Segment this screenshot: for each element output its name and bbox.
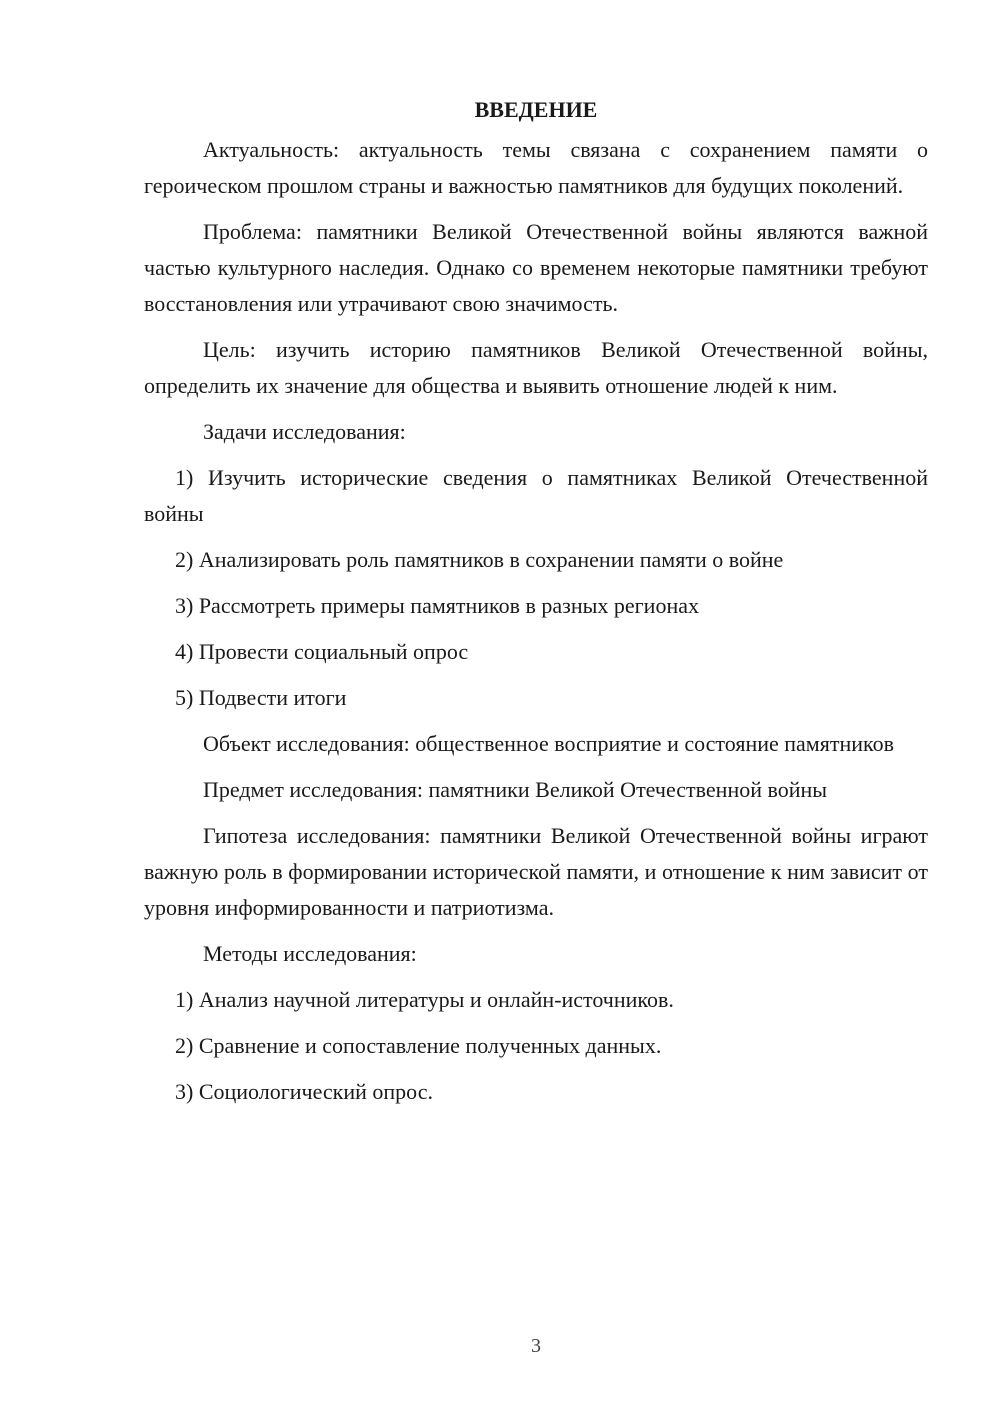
tasks-title: Задачи исследования: xyxy=(203,419,406,444)
section-heading: ВВЕДЕНИЕ xyxy=(474,97,598,122)
hypothesis-paragraph: Гипотеза исследования: памятники Великой Отечественной войны играют важную роль в формировании исторической памяти, и отношение к ним зависит от уровня информированности и патриотизма. xyxy=(144,823,928,920)
task-item-5: 5) Подвести итоги xyxy=(175,685,347,710)
method-item-3: 3) Социологический опрос. xyxy=(175,1079,433,1104)
task-item-2: 2) Анализировать роль памятников в сохранении памяти о войне xyxy=(175,547,784,572)
task-item-3: 3) Рассмотреть примеры памятников в разных регионах xyxy=(175,593,699,618)
object-paragraph: Объект исследования: общественное восприятие и состояние памятников xyxy=(203,731,894,756)
subject-paragraph: Предмет исследования: памятники Великой Отечественной войны xyxy=(203,777,828,802)
task-item-4: 4) Провести социальный опрос xyxy=(175,639,469,664)
page-content xyxy=(144,92,928,1120)
methods-title: Методы исследования: xyxy=(203,941,417,966)
relevance-paragraph: Актуальность: актуальность темы связана с сохранением памяти о героическом прошлом страны и важностью памятников для будущих поколений. xyxy=(144,137,928,198)
task-item-1: 1) Изучить исторические сведения о памятниках Великой Отечественной войны xyxy=(144,465,928,526)
method-item-1: 1) Анализ научной литературы и онлайн-источников. xyxy=(175,987,674,1012)
method-item-2: 2) Сравнение и сопоставление полученных данных. xyxy=(175,1033,662,1058)
problem-paragraph: Проблема: памятники Великой Отечественной войны являются важной частью культурного наследия. Однако со временем некоторые памятники требуют восстановления или утрачивают свою значимость. xyxy=(144,219,928,316)
goal-paragraph: Цель: изучить историю памятников Великой Отечественной войны, определить их значение для общества и выявить отношение людей к ним. xyxy=(144,337,928,398)
page-number: 3 xyxy=(531,1335,541,1357)
